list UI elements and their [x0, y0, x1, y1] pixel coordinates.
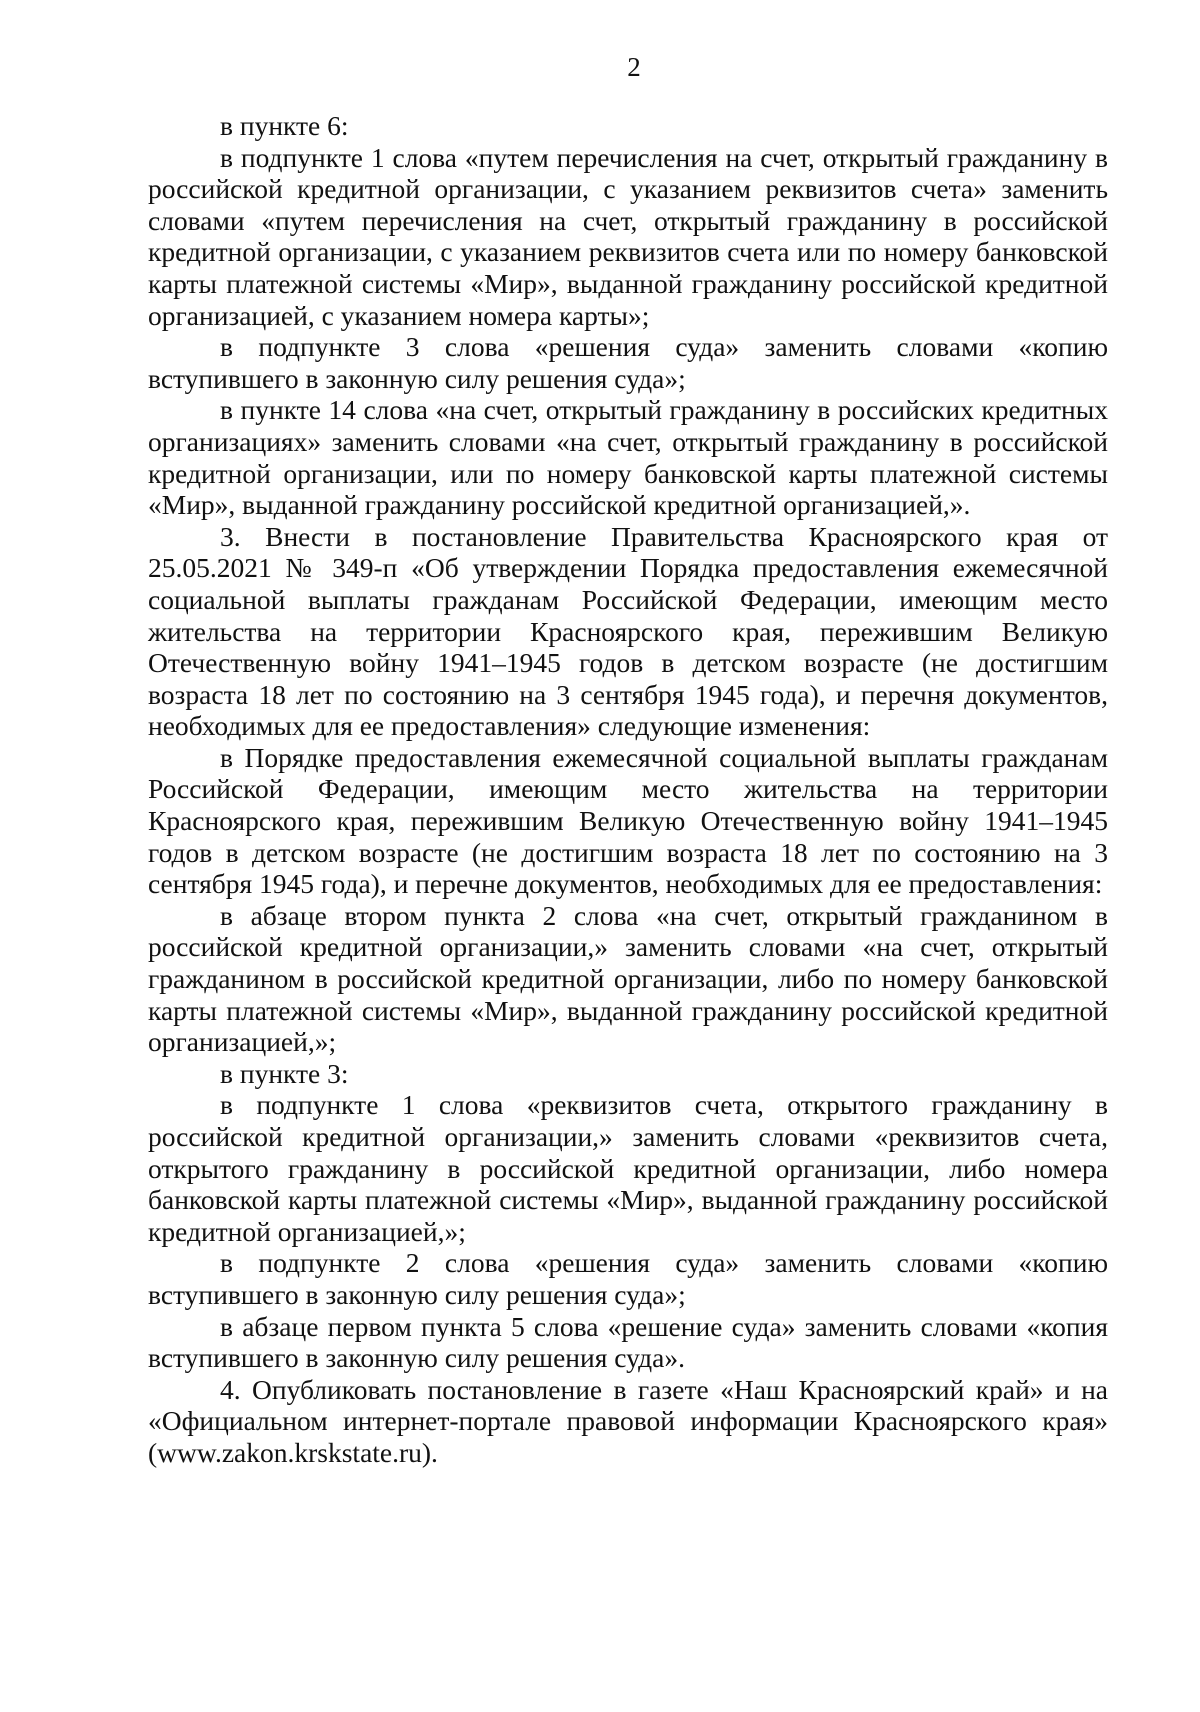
- paragraph-subitem-3-amendment: в подпункте 3 слова «решения суда» заменить словами «копию вступившего в законную силу решения суда»;: [148, 331, 1108, 394]
- paragraph-subitem-2-amendment: в подпункте 2 слова «решения суда» заменить словами «копию вступившего в законную силу решения суда»;: [148, 1247, 1108, 1310]
- paragraph-section-3: 3. Внести в постановление Правительства Красноярского края от 25.05.2021 № 349-п «Об утверждении Порядка предоставления ежемесячной социальной выплаты гражданам Российской Федерации, имеющим место жительства на территории Красноярского края, пережившим Великую Отечественную войну 1941–1945 годов в детском возрасте (не достигшим возраста 18 лет по состоянию на 3 сентября 1945 года), и перечня документов, необходимых для ее предоставления» следующие изменения:: [148, 520, 1108, 742]
- paragraph-subitem-1-amendment: в подпункте 1 слова «путем перечисления на счет, открытый гражданину в российской кредитной организации, с указанием реквизитов счета» заменить словами «путем перечисления на счет, открытый гражданину в российской кредитной организации, с указанием реквизитов счета или по номеру банковской карты платежной системы «Мир», выданной гражданину российской кредитной организацией, с указанием номера карты»;: [148, 141, 1108, 331]
- paragraph-item-14-amendment: в пункте 14 слова «на счет, открытый гражданину в российских кредитных организациях» заменить словами «на счет, открытый гражданину в российской кредитной организации, или по номеру банковской карты платежной системы «Мир», выданной гражданину российской кредитной организацией,».: [148, 394, 1108, 521]
- paragraph-item-2-amendment: в абзаце втором пункта 2 слова «на счет, открытый гражданином в российской кредитной организации,» заменить словами «на счет, открытый гражданином в российской кредитной организации, либо по номеру банковской карты платежной системы «Мир», выданной гражданину российской кредитной организацией,»;: [148, 899, 1108, 1058]
- document-body: [148, 110, 1108, 1469]
- paragraph-item-6-intro: в пункте 6:: [220, 110, 349, 141]
- paragraph-procedure-intro: в Порядке предоставления ежемесячной социальной выплаты гражданам Российской Федерации, имеющим место жительства на территории Красноярского края, пережившим Великую Отечественную войну 1941–1945 годов в детском возрасте (не достигшим возраста 18 лет по состоянию на 3 сентября 1945 года), и перечне документов, необходимых для ее предоставления:: [148, 741, 1108, 900]
- paragraph-subitem-1-details: в подпункте 1 слова «реквизитов счета, открытого гражданину в российской кредитной организации,» заменить словами «реквизитов счета, открытого гражданину в российской кредитной организации, либо номера банковской карты платежной системы «Мир», выданной гражданину российской кредитной организацией,»;: [148, 1089, 1108, 1247]
- paragraph-item-5-amendment: в абзаце первом пункта 5 слова «решение суда» заменить словами «копия вступившего в законную силу решения суда».: [148, 1310, 1108, 1374]
- paragraph-section-4-publication: 4. Опубликовать постановление в газете «Наш Красноярский край» и на «Официальном интернет-портале правовой информации Красноярского края» (www.zakon.krskstate.ru).: [148, 1373, 1108, 1468]
- page-number: 2: [627, 52, 641, 82]
- paragraph-item-3-intro: в пункте 3:: [220, 1057, 349, 1089]
